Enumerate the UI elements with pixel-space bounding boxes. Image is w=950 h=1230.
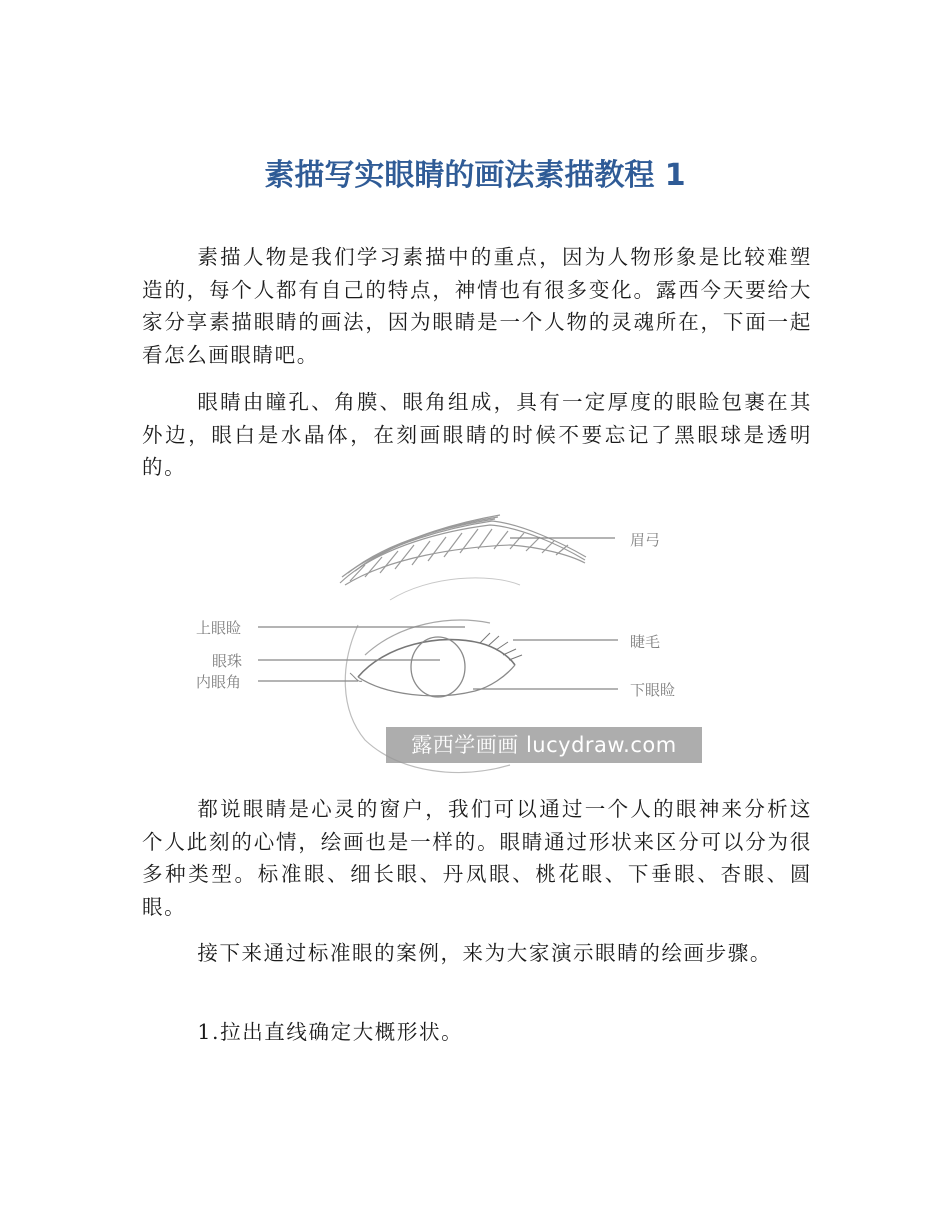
eyelash-strokes [480,633,522,660]
label-lower-lid: 下眼睑 [630,681,676,699]
paragraph-demo-intro: 接下来通过标准眼的案例，来为大家演示眼睛的绘画步骤。 [197,941,772,965]
paragraph-eye-structure: 眼睛由瞳孔、角膜、眼角组成，具有一定厚度的眼睑包裹在其外边，眼白是水晶体，在刻画眼睛的时候不要忘记了黑眼球是透明的。 [142,390,812,480]
paragraph-eye-types: 都说眼睛是心灵的窗户，我们可以通过一个人的眼神来分析这个人此刻的心情，绘画也是一样的。眼睛通过形状来区分可以分为很多种类型。标准眼、细长眼、丹凤眼、桃花眼、下垂眼、杏眼、圆眼。 [142,797,812,919]
paragraph-intro: 素描人物是我们学习素描中的重点，因为人物形象是比较难塑造的，每个人都有自己的特点，神情也有很多变化。露西今天要给大家分享素描眼睛的画法，因为眼睛是一个人物的灵魂所在，下面一起看怎么画眼睛吧。 [142,245,812,367]
label-brow: 眉弓 [630,531,661,549]
upper-lid-line [358,640,515,677]
label-lashes: 睫毛 [630,633,661,651]
eye-diagram-figure [190,505,710,775]
label-upper-lid: 上眼睑 [196,619,242,637]
label-eyeball: 眼珠 [212,652,243,670]
lower-lid-line [358,665,515,696]
iris-outline [411,637,465,697]
label-inner-corner: 内眼角 [196,673,242,691]
eyebrow-sketch [340,515,586,585]
watermark-banner: 露西学画画 lucydraw.com [386,727,702,763]
paragraph-step-1: 1.拉出直线确定大概形状。 [197,1020,464,1044]
upper-lid-crease [365,620,490,655]
page-title: 素描写实眼睛的画法素描教程 1 [264,158,686,193]
